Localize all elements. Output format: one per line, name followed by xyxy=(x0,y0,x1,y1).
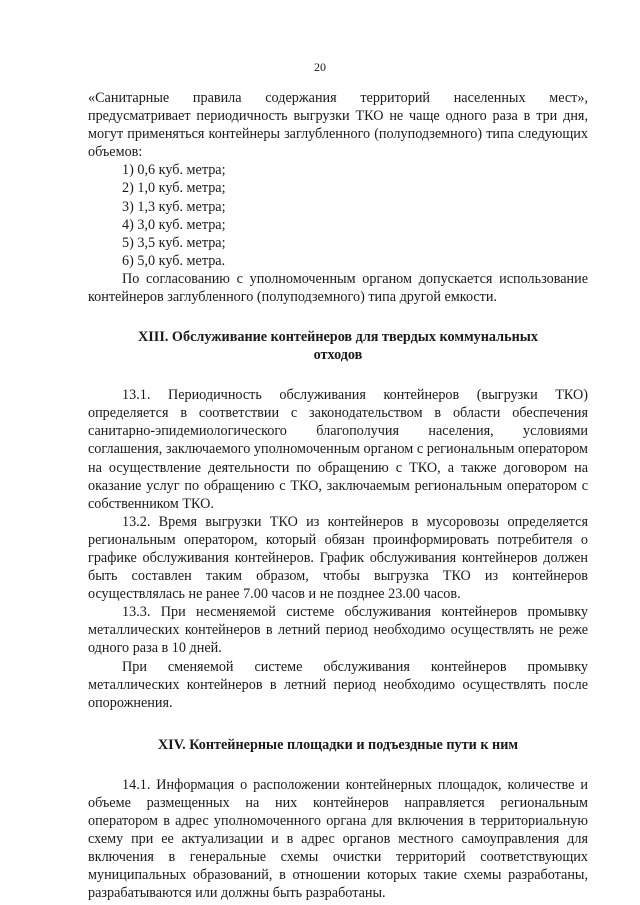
section-14-heading: XIV. Контейнерные площадки и подъездные пути к ним xyxy=(157,736,519,753)
page-content xyxy=(88,89,588,902)
clause-13-3: 13.3. При несменяемой системе обслуживания контейнеров промывку металлических контейнеров в летний период необходимо осуществлять не реже одного раза в 10 дней. xyxy=(88,604,588,657)
container-volume-list xyxy=(88,161,588,270)
list-item: 5) 3,5 куб. метра; xyxy=(122,234,226,251)
clause-14-1: 14.1. Информация о расположении контейнерных площадок, количестве и объеме размещенных на них контейнеров направляется региональным оператором в адрес уполномоченного органа для включения в территориальную схему при ее актуализации и в адрес органов местного самоуправления для включения в генеральные схемы очистки территорий соответствующих муниципальных образований, в отношении которых такие схемы разработаны, разрабатываются или должны быть разработаны. xyxy=(88,776,588,902)
list-item: 1) 0,6 куб. метра; xyxy=(122,162,226,179)
clause-13-3-continuation: При сменяемой системе обслуживания контейнеров промывку металлических контейнеров в летний период необходимо осуществлять после опорожнения. xyxy=(88,658,588,711)
list-item: 2) 1,0 куб. метра; xyxy=(122,180,226,197)
list-item: 6) 5,0 куб. метра. xyxy=(122,252,226,269)
clause-13-2: 13.2. Время выгрузки ТКО из контейнеров в мусоровозы определяется региональным оператором, который обязан проинформировать потребителя о графике обслуживания контейнеров. График обслуживания контейнеров должен быть составлен таким образом, чтобы выгрузка ТКО из контейнеров осуществлялась не ранее 7.00 часов и не позднее 23.00 часов. xyxy=(88,513,588,603)
intro-closing-paragraph: По согласованию с уполномоченным органом допускается использование контейнеров заглубленного (полуподземного) типа другой емкости. xyxy=(88,270,588,306)
section-13-heading: XIII. Обслуживание контейнеров для твердых коммунальных отходов xyxy=(138,329,538,364)
intro-paragraph: «Санитарные правила содержания территорий населенных мест», предусматривает периодичность выгрузки ТКО не чаще одного раза в три дня, могут применяться контейнеры заглубленного (полуподземного) типа следующих объемов: xyxy=(88,90,588,161)
clause-13-1: 13.1. Периодичность обслуживания контейнеров (выгрузки ТКО) определяется в соответствии с законодательством в области обеспечения санитарно-эпидемиологического благополучия населения, условиями соглашения, заключаемого уполномоченным органом с региональным оператором на осуществление деятельности по обращению с ТКО, а также договором на оказание услуг по обращению с ТКО, заключаемым региональным оператором с собственником ТКО. xyxy=(88,387,588,512)
list-item: 3) 1,3 куб. метра; xyxy=(122,198,226,215)
list-item: 4) 3,0 куб. метра; xyxy=(122,216,226,233)
page-number: 20 xyxy=(314,60,326,74)
